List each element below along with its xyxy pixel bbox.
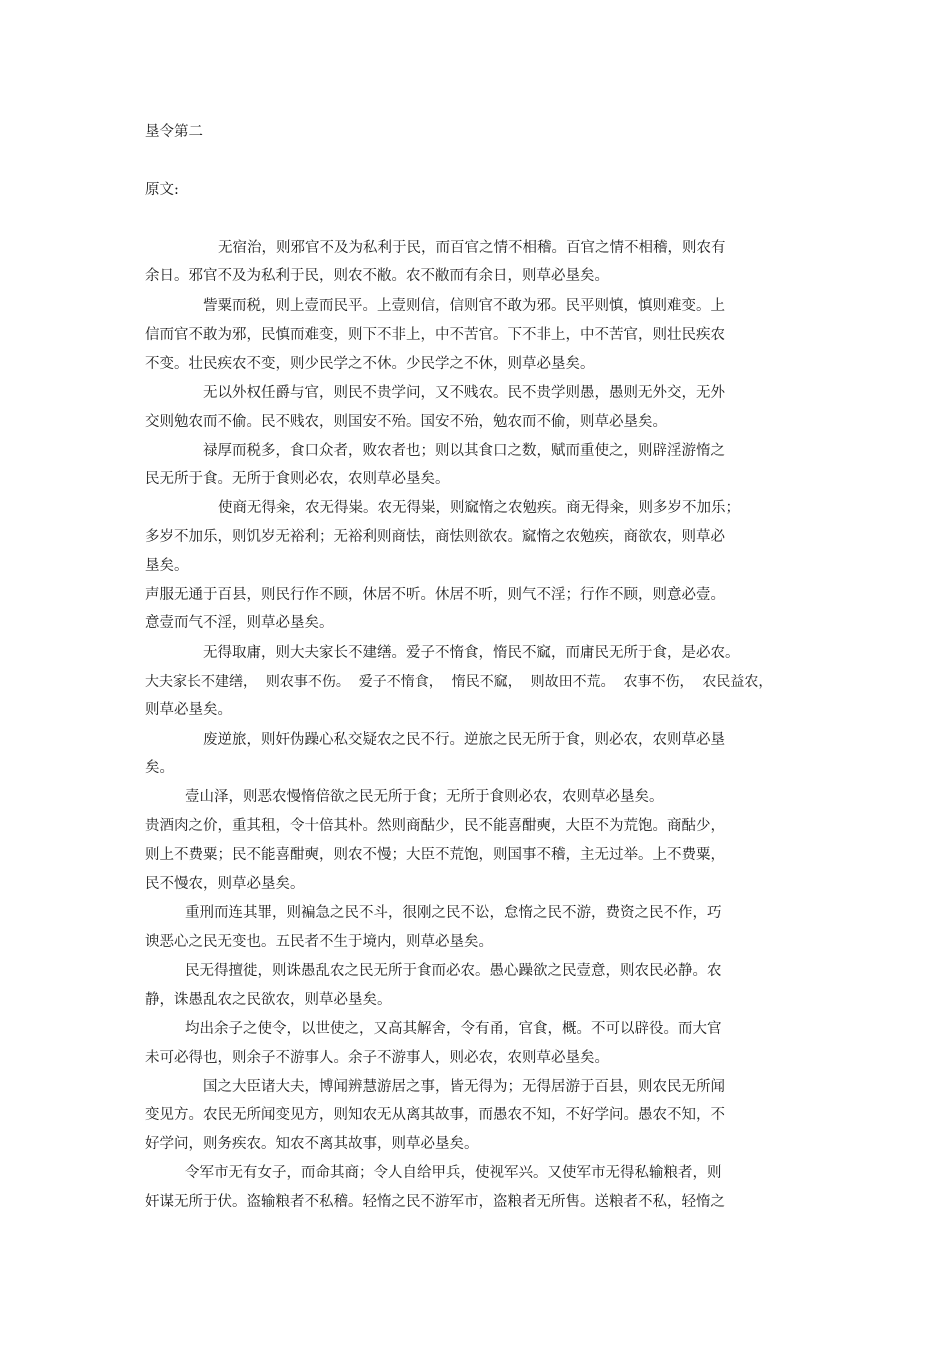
text-line: 静，诛愚乱农之民欲农，则草必垦矣。 (145, 992, 392, 1008)
text-line: 好学问，则务疾农。知农不离其故事，则草必垦矣。 (145, 1136, 479, 1152)
text-line: 无宿治，则邪官不及为私利于民，而百官之情不相稽。百官之情不相稽，则农有 (218, 240, 726, 256)
text-line: 无以外权任爵与官，则民不贵学问，又不贱农。民不贵学则愚，愚则无外交，无外 (203, 385, 725, 401)
text-line: 谀恶心之民无变也。五民者不生于境内，则草必垦矣。 (145, 934, 493, 950)
text-line: 则草必垦矣。 (145, 702, 232, 718)
text-line: 禄厚而税多，食口众者，败农者也；则以其食口之数，赋而重使之，则辟淫游惰之 (203, 443, 725, 459)
text-line: 矣。 (145, 760, 174, 776)
text-line: 民无得擅徙，则诛愚乱农之民无所于食而必农。愚心躁欲之民壹意，则农民必静。农 (185, 963, 722, 979)
text-line: 交则勉农而不偷。民不贱农，则国安不殆。国安不殆，勉农而不偷，则草必垦矣。 (145, 414, 667, 430)
text-line: 废逆旅，则奸伪躁心私交疑农之民不行。逆旅之民无所于食，则必农，农则草必垦 (203, 732, 725, 748)
text-line: 则上不费粟；民不能喜酣奭，则农不慢；大臣不荒饱，则国事不稽，主无过举。上不费粟， (145, 847, 725, 863)
section-label: 原文: (145, 182, 179, 198)
text-line: 重刑而连其罪，则褊急之民不斗，很刚之民不讼，怠惰之民不游，费资之民不作，巧 (185, 905, 722, 921)
text-line: 垦矣。 (145, 558, 189, 574)
text-line: 令军市无有女子，而命其商；令人自给甲兵，使视军兴。又使军市无得私输粮者，则 (185, 1165, 722, 1181)
text-line: 贵酒肉之价，重其租，令十倍其朴。然则商酤少，民不能喜酣奭，大臣不为荒饱。商酤少， (145, 818, 725, 834)
text-line: 信而官不敢为邪，民慎而难变，则下不非上，中不苦官。下不非上，中不苦官，则壮民疾农 (145, 327, 725, 343)
text-line: 民不慢农，则草必垦矣。 (145, 876, 305, 892)
text-line: 意壹而气不淫，则草必垦矣。 (145, 615, 334, 631)
text-line: 大夫家长不建缮， 则农事不伤。 爱子不惰食， 惰民不窳， 则故田不荒。 农事不伤， 农民益农， (145, 674, 773, 690)
text-line: 使商无得籴，农无得粜。农无得粜，则窳惰之农勉疾。商无得籴，则多岁不加乐； (218, 500, 740, 516)
text-line: 訾粟而税，则上壹而民平。上壹则信，信则官不敢为邪。民平则慎，慎则难变。上 (203, 298, 725, 314)
text-line: 壹山泽，则恶农慢惰倍欲之民无所于食；无所于食则必农，农则草必垦矣。 (185, 789, 664, 805)
document-title: 垦令第二 (145, 124, 203, 140)
text-line: 变见方。农民无所闻变见方，则知农无从离其故事，而愚农不知，不好学问。愚农不知，不 (145, 1107, 725, 1123)
text-line: 民无所于食。无所于食则必农，农则草必垦矣。 (145, 471, 450, 487)
text-line: 国之大臣诸大夫，博闻辨慧游居之事，皆无得为；无得居游于百县，则农民无所闻 (203, 1079, 725, 1095)
text-line: 不变。壮民疾农不变，则少民学之不休。少民学之不休，则草必垦矣。 (145, 356, 595, 372)
text-line: 均出余子之使令，以世使之，又高其解舍，令有甬，官食，概。不可以辟役。而大官 (185, 1021, 722, 1037)
text-line: 奸谋无所于伏。盗输粮者不私稽。轻惰之民不游军市，盗粮者无所售。送粮者不私，轻惰之 (145, 1194, 725, 1210)
text-line: 无得取庸，则大夫家长不建缮。爱子不惰食，惰民不窳，而庸民无所于食，是必农。 (203, 645, 740, 661)
text-line: 余日。邪官不及为私利于民，则农不敝。农不敝而有余日，则草必垦矣。 (145, 268, 609, 284)
text-line: 声服无通于百县，则民行作不顾，休居不听。休居不听，则气不淫；行作不顾，则意必壹。 (145, 587, 725, 603)
text-line: 未可必得也，则余子不游事人。余子不游事人，则必农，农则草必垦矣。 (145, 1050, 609, 1066)
text-line: 多岁不加乐，则饥岁无裕利；无裕利则商怯，商怯则欲农。窳惰之农勉疾，商欲农，则草必 (145, 529, 725, 545)
